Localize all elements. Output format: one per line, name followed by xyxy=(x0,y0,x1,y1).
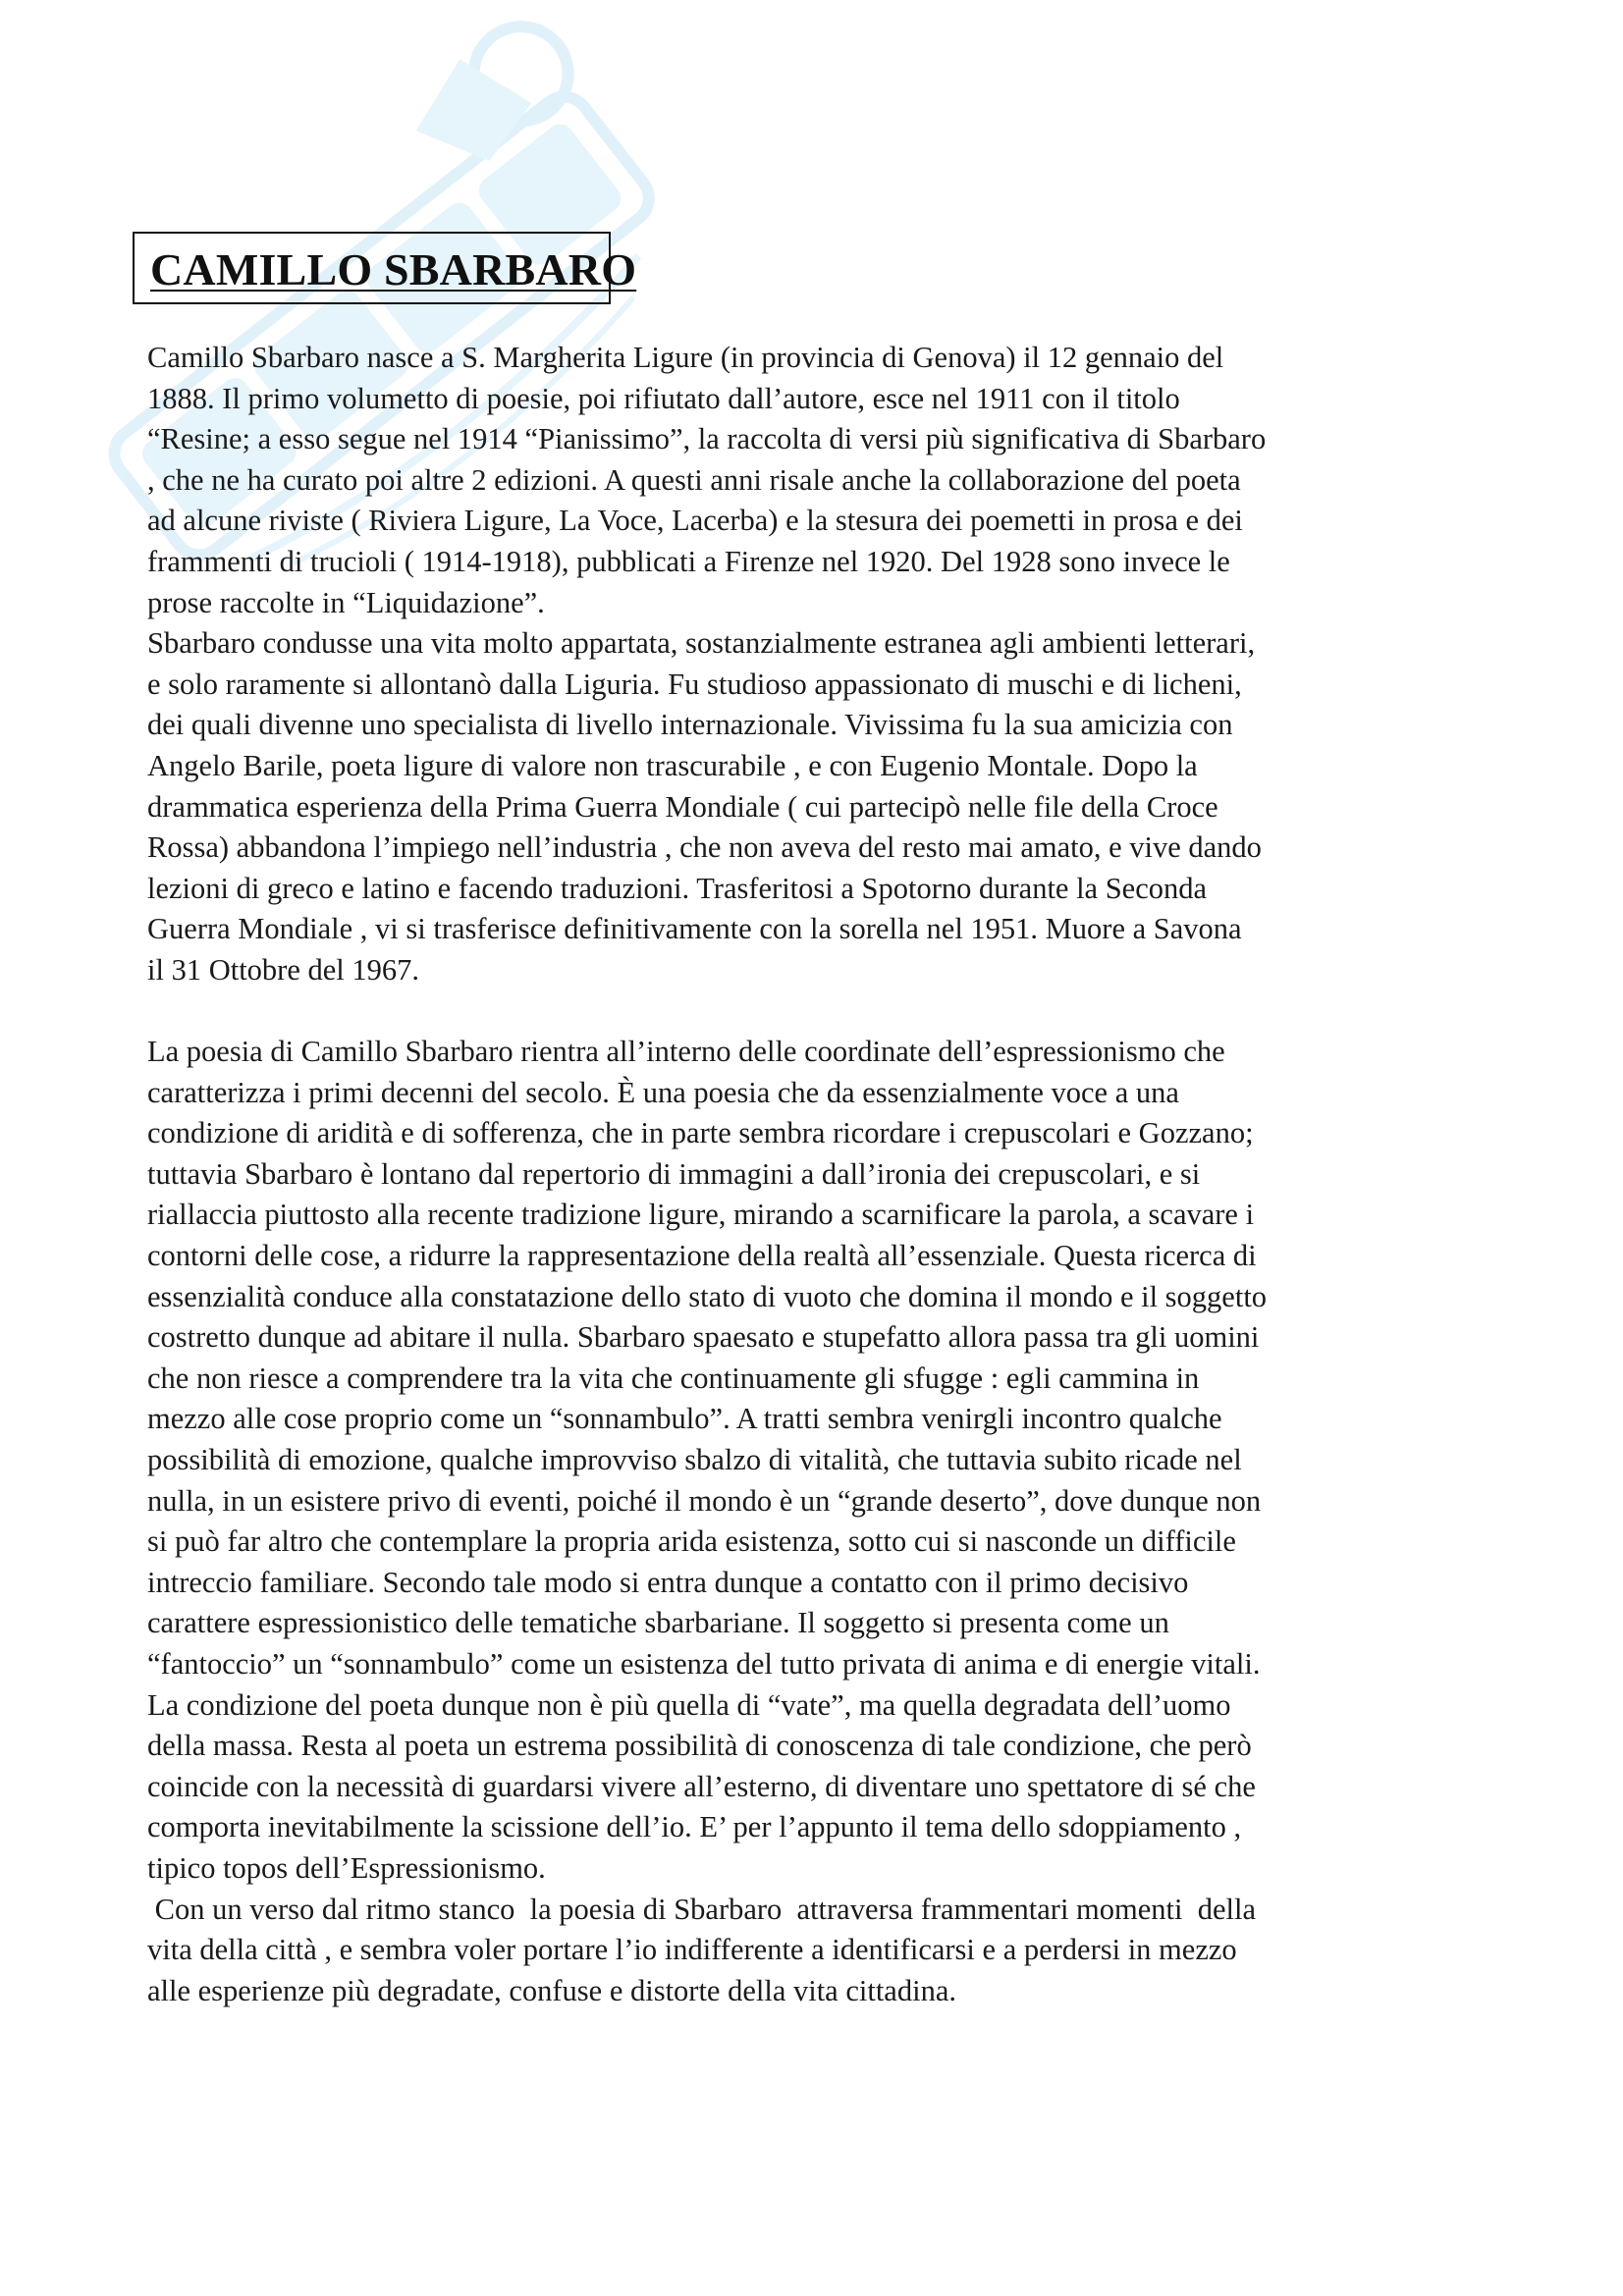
text-line: contorni delle cose, a ridurre la rappresentazione della realtà all’essenziale. Questa ricerca di xyxy=(147,1239,1257,1273)
text-line: “Resine; a esso segue nel 1914 “Pianissimo”, la raccolta di versi più significativa di Sbarbaro xyxy=(147,422,1267,456)
text-line: tuttavia Sbarbaro è lontano dal repertorio di immagini a dall’ironia dei crepuscolari, e si xyxy=(147,1156,1201,1191)
text-line: Guerra Mondiale , vi si trasferisce definitivamente con la sorella nel 1951. Muore a Savona xyxy=(147,912,1242,946)
text-line: essenzialità conduce alla constatazione dello stato di vuoto che domina il mondo e il soggetto xyxy=(147,1279,1268,1313)
text-line: il 31 Ottobre del 1967. xyxy=(147,952,420,987)
text-line: Sbarbaro condusse una vita molto appartata, sostanzialmente estranea agli ambienti letterari, xyxy=(147,626,1256,661)
text-line: La poesia di Camillo Sbarbaro rientra all’interno delle coordinate dell’espressionismo che xyxy=(147,1035,1225,1069)
text-line: nulla, in un esistere privo di eventi, poiché il mondo è un “grande deserto”, dove dunque non xyxy=(147,1483,1262,1518)
paragraph-biography-2 xyxy=(147,623,1517,990)
text-line: drammatica esperienza della Prima Guerra Mondiale ( cui partecipò nelle file della Croce xyxy=(147,789,1218,824)
text-line: condizione di aridità e di sofferenza, che in parte sembra ricordare i crepuscolari e Gozzano; xyxy=(147,1116,1254,1150)
text-line: della massa. Resta al poeta un estrema possibilità di conoscenza di tale condizione, che però xyxy=(147,1729,1252,1763)
text-line: frammenti di trucioli ( 1914-1918), pubblicati a Firenze nel 1920. Del 1928 sono invece le xyxy=(147,544,1230,578)
text-line: Camillo Sbarbaro nasce a S. Margherita Ligure (in provincia di Genova) il 12 gennaio del xyxy=(147,341,1224,374)
text-line: si può far altro che contemplare la propria arida esistenza, sotto cui si nasconde un difficile xyxy=(147,1524,1236,1559)
paragraph-poetics xyxy=(147,1032,1517,1889)
text-line: riallaccia piuttosto alla recente tradizione ligure, mirando a scarnificare la parola, a scavare i xyxy=(147,1198,1255,1232)
text-line: caratterizza i primi decenni del secolo. È una poesia che da essenzialmente voce a una xyxy=(147,1075,1179,1109)
text-line: lezioni di greco e latino e facendo traduzioni. Trasferitosi a Spotorno durante la Seconda xyxy=(147,871,1208,905)
text-line: che non riesce a comprendere tra la vita che continuamente gli sfugge : egli cammina in xyxy=(147,1361,1200,1395)
text-line: possibilità di emozione, qualche improvviso sbalzo di vitalità, che tuttavia subito ricade nel xyxy=(147,1443,1242,1477)
text-line: tipico topos dell’Espressionismo. xyxy=(147,1850,546,1885)
text-line: intreccio familiare. Secondo tale modo si entra dunque a contatto con il primo decisivo xyxy=(147,1565,1189,1599)
text-line: prose raccolte in “Liquidazione”. xyxy=(147,585,545,619)
text-line: alle esperienze più degradate, confuse e distorte della vita cittadina. xyxy=(147,1973,956,2007)
text-line: mezzo alle cose proprio come un “sonnambulo”. A tratti sembra venirgli incontro qualche xyxy=(147,1402,1222,1436)
paragraph-spacer xyxy=(147,991,1517,1033)
text-line: e solo raramente si allontanò dalla Liguria. Fu studioso appassionato di muschi e di licheni, xyxy=(147,667,1242,701)
document-body xyxy=(147,338,1517,2011)
text-line: dei quali divenne uno specialista di livello internazionale. Vivissima fu la sua amicizia con xyxy=(147,708,1233,742)
document-title: CAMILLO SBARBARO xyxy=(150,244,637,294)
text-line: comporta inevitabilmente la scissione dell’io. E’ per l’appunto il tema dello sdoppiamento , xyxy=(147,1810,1242,1844)
text-line: Rossa) abbandona l’impiego nell’industria , che non aveva del resto mai amato, e vive dando xyxy=(147,830,1262,865)
text-line: vita della città , e sembra voler portare l’io indifferente a identificarsi e a perdersi in mezzo xyxy=(147,1933,1237,1967)
text-line: 1888. Il primo volumetto di poesie, poi rifiutato dall’autore, esce nel 1911 con il titolo xyxy=(147,381,1180,415)
text-line: costretto dunque ad abitare il nulla. Sbarbaro spaesato e stupefatto allora passa tra gli uomini xyxy=(147,1320,1260,1355)
text-line: ad alcune riviste ( Riviera Ligure, La Voce, Lacerba) e la stesura dei poemetti in prosa e dei xyxy=(147,504,1243,538)
text-line: Con un verso dal ritmo stanco la poesia di Sbarbaro attraversa frammentari momenti della xyxy=(147,1892,1257,1926)
title-box xyxy=(133,232,637,304)
paragraph-conclusion xyxy=(147,1890,1517,2012)
text-line: “fantoccio” un “sonnambulo” come un esistenza del tutto privata di anima e di energie vitali. xyxy=(147,1647,1261,1681)
text-line: carattere espressionistico delle tematiche sbarbariane. Il soggetto si presenta come un xyxy=(147,1606,1169,1640)
text-line: La condizione del poeta dunque non è più quella di “vate”, ma quella degradata dell’uomo xyxy=(147,1687,1231,1722)
text-line: , che ne ha curato poi altre 2 edizioni. A questi anni risale anche la collaborazione del poeta xyxy=(147,462,1241,497)
paragraph-biography-1 xyxy=(147,338,1517,623)
text-line: coincide con la necessità di guardarsi vivere all’esterno, di diventare uno spettatore di sé che xyxy=(147,1769,1256,1803)
text-line: Angelo Barile, poeta ligure di valore non trascurabile , e con Eugenio Montale. Dopo la xyxy=(147,748,1198,782)
